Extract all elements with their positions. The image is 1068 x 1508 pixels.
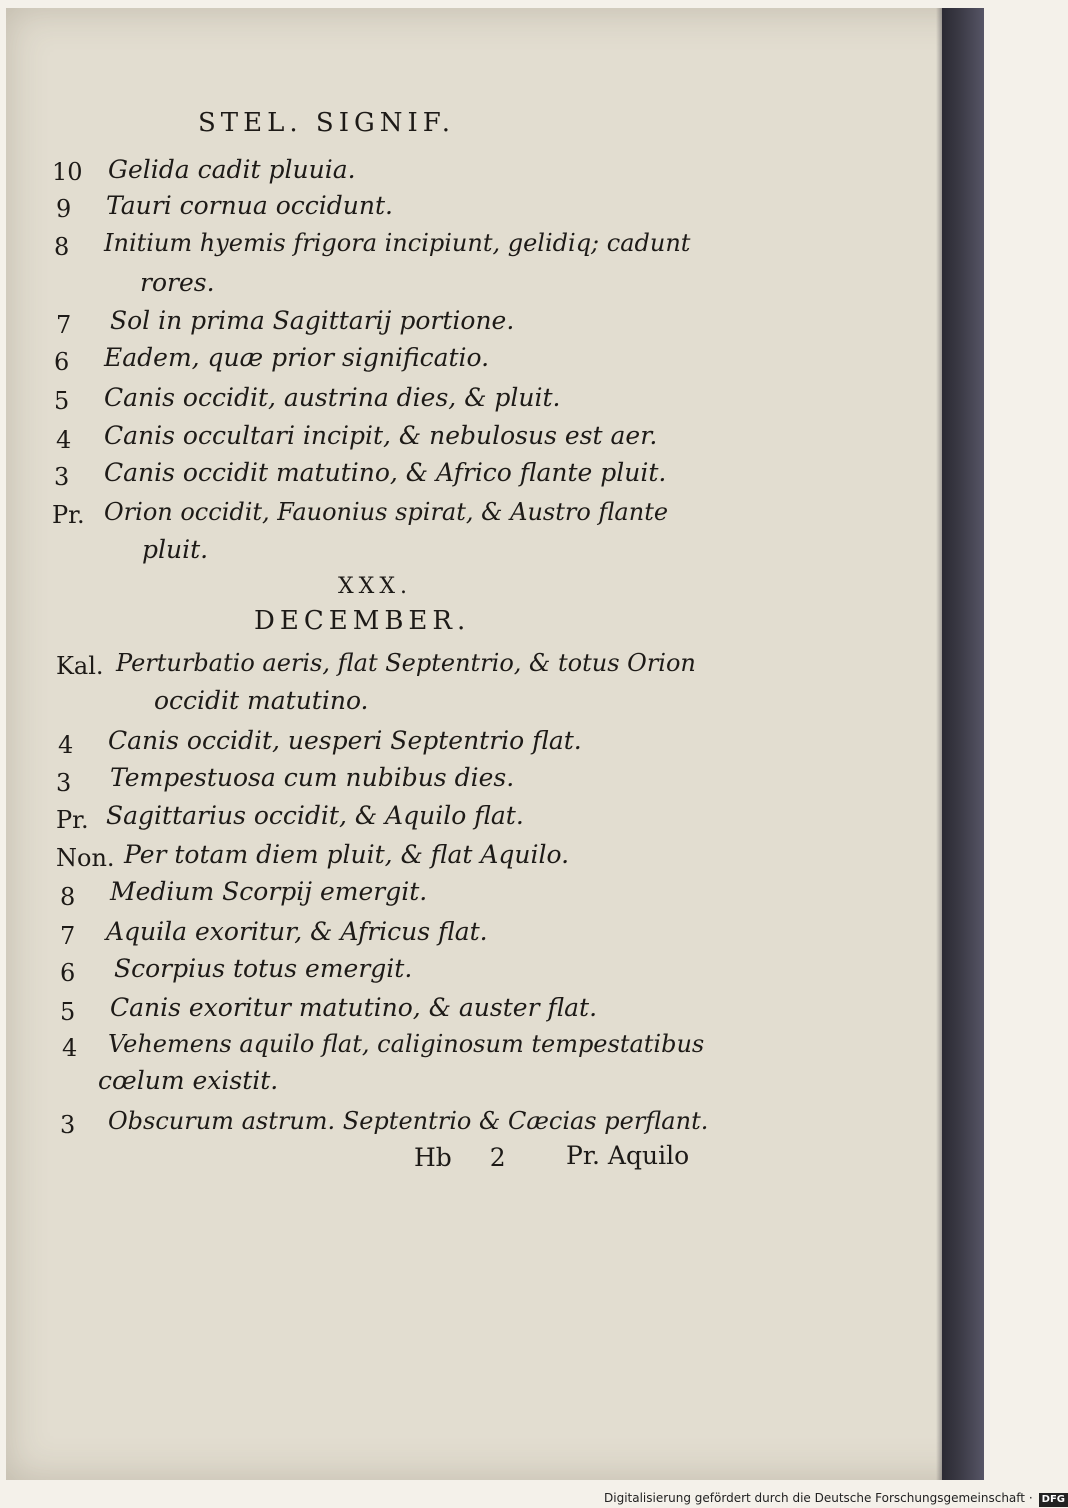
entry-text: Canis occidit, uesperi Septentrio flat. [108, 726, 582, 755]
entry-text: Vehemens aquilo flat, caliginosum tempestatibus [108, 1030, 705, 1058]
entry-number: Pr. [52, 501, 85, 529]
entry-number: 4 [58, 731, 74, 759]
entry-text: Aquila exoritur, & Africus flat. [106, 917, 488, 946]
entry-text: Scorpius totus emergit. [114, 954, 413, 983]
section-title: DECEMBER. [254, 606, 471, 636]
entry-number: 5 [60, 998, 76, 1026]
entry-text: Tempestuosa cum nubibus dies. [110, 763, 515, 792]
dfg-logo: DFG [1039, 1493, 1068, 1507]
entry-number: 8 [60, 883, 76, 911]
footer-text: Digitalisierung gefördert durch die Deutsche Forschungsgemeinschaft · [604, 1491, 1033, 1505]
entry-number: 7 [56, 311, 72, 339]
section-number: XXX. [338, 574, 412, 599]
entry-number: 3 [54, 463, 70, 491]
entry-number: Non. [56, 844, 115, 872]
entry-number: 3 [56, 769, 72, 797]
entry-text: Perturbatio aeris, flat Septentrio, & totus Orion [116, 649, 696, 677]
entry-text: Sol in prima Sagittarij portione. [110, 306, 515, 335]
entry-text: Canis exoritur matutino, & auster flat. [110, 993, 598, 1022]
entry-text: Obscurum astrum. Septentrio & Cæcias perflant. [108, 1107, 709, 1135]
entry-number: Pr. [56, 806, 89, 834]
entry-text: Orion occidit, Fauonius spirat, & Austro flante [104, 498, 669, 526]
entry-text: Per totam diem pluit, & flat Aquilo. [124, 840, 570, 869]
entry-number: 4 [62, 1034, 78, 1062]
entry-text: Canis occultari incipit, & nebulosus est aer. [104, 421, 658, 450]
entry-text: Eadem, quæ prior significatio. [104, 343, 490, 372]
entry-number: 3 [60, 1111, 76, 1139]
entry-text: occidit matutino. [154, 686, 369, 715]
entry-number: 4 [56, 426, 72, 454]
entry-text: rores. [140, 268, 215, 297]
entry-number: 6 [60, 959, 76, 987]
entry-text: Tauri cornua occidunt. [106, 191, 393, 220]
entry-text: Initium hyemis frigora incipiunt, gelidiq; cadunt [104, 229, 691, 257]
entry-text: Canis occidit matutino, & Africo flante pluit. [104, 458, 667, 487]
entry-text: Gelida cadit pluuia. [108, 155, 356, 184]
running-head: STEL. SIGNIF. [198, 108, 456, 138]
entry-number: 8 [54, 233, 70, 261]
digitization-footer [604, 1488, 1065, 1508]
entry-text: Canis occidit, austrina dies, & pluit. [104, 383, 561, 412]
entry-number: 6 [54, 348, 70, 376]
entry-number: Kal. [56, 652, 104, 680]
entry-text: cœlum existit. [98, 1066, 279, 1095]
signature-mark: Hb 2 [414, 1143, 506, 1172]
catchword: Pr. Aquilo [566, 1141, 690, 1170]
entry-number: 5 [54, 387, 70, 415]
entry-number: 7 [60, 922, 76, 950]
entry-text: pluit. [142, 535, 209, 564]
entry-text: Sagittarius occidit, & Aquilo flat. [106, 801, 524, 830]
binding-gutter [942, 8, 984, 1480]
entry-text: Medium Scorpij emergit. [110, 877, 428, 906]
entry-number: 9 [56, 195, 72, 223]
entry-number: 10 [52, 158, 83, 186]
